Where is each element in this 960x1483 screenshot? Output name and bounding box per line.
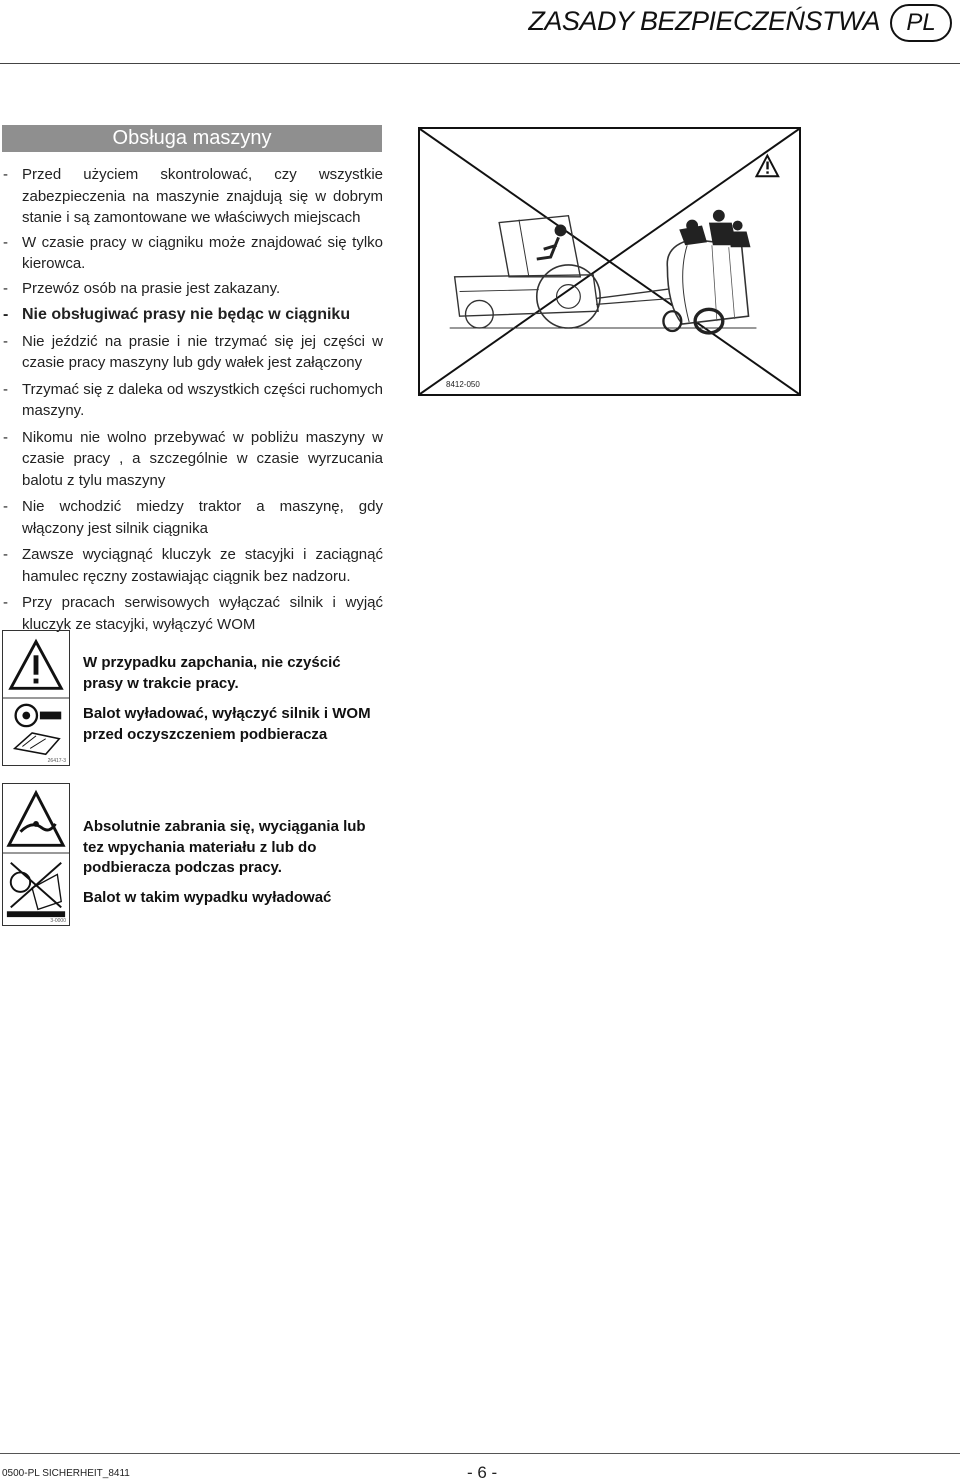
warning-sign-graphic bbox=[3, 631, 69, 765]
footer-divider bbox=[0, 1453, 960, 1454]
warning-sign-graphic bbox=[3, 784, 69, 925]
rule-item: - Nikomu nie wolno przebywać w pobliżu maszyny w czasie pracy , a szczególnie w czasie wyrzucania balotu z tylu maszyny bbox=[3, 427, 383, 492]
rule-item-emphasis: - Nie obsługiwać prasy nie będąc w ciągniku bbox=[3, 304, 383, 326]
warning-sign-pickup bbox=[2, 783, 70, 926]
tractor-baler-drawing bbox=[420, 129, 799, 394]
rule-item: - Trzymać się z daleka od wszystkich części ruchomych maszyny. bbox=[3, 379, 383, 422]
prohibited-riding-illustration bbox=[418, 127, 801, 396]
warning-text: Balot wyładować, wyłączyć silnik i WOM przed oczyszczeniem podbieracza bbox=[83, 705, 371, 743]
rule-item: - Nie jeździć na prasie i nie trzymać się jej części w czasie pracy maszyny lub gdy wałek jest załączony bbox=[3, 331, 383, 374]
sign-code: 3-0000 bbox=[50, 918, 66, 924]
rule-item: - Przed użyciem skontrolować, czy wszystkie zabezpieczenia na maszynie znajdują się w dobrym stanie i są zamontowane we właściwych miejscach bbox=[3, 164, 383, 229]
document-code: 0500-PL SICHERHEIT_8411 bbox=[2, 1468, 130, 1479]
warning-text: Absolutnie zabrania się, wyciągania lub tez wpychania materiału z lub do podbieracza podczas pracy. bbox=[83, 818, 366, 876]
warning-text: Balot w takim wypadku wyładować bbox=[83, 889, 332, 906]
language-badge: PL bbox=[890, 4, 952, 42]
page-number: - 6 - bbox=[467, 1463, 498, 1482]
page-title: ZASADY BEZPIECZEŃSTWA bbox=[528, 6, 880, 36]
rule-item: - Przy pracach serwisowych wyłączać silnik i wyjąć kluczyk ze stacyjki, wyłączyć WOM bbox=[3, 592, 383, 635]
rule-item: - W czasie pracy w ciągniku może znajdować się tylko kierowca. bbox=[3, 232, 383, 275]
header-divider bbox=[0, 63, 960, 64]
sign-code: 26417-3 bbox=[47, 758, 66, 764]
rule-item: - Nie wchodzić miedzy traktor a maszynę, gdy włączony jest silnik ciągnika bbox=[3, 496, 383, 539]
warning-text: W przypadku zapchania, nie czyścić prasy w trakcie pracy. bbox=[83, 654, 341, 692]
rule-item: - Zawsze wyciągnąć kluczyk ze stacyjki i zaciągnąć hamulec ręczny zostawiając ciągnik bez nadzoru. bbox=[3, 544, 383, 587]
safety-rules-list bbox=[3, 164, 383, 635]
illustration-code: 8412-050 bbox=[446, 380, 480, 389]
section-heading: Obsługa maszyny bbox=[2, 125, 382, 152]
warning-sign-unclog bbox=[2, 630, 70, 766]
rule-item: - Przewóz osób na prasie jest zakazany. bbox=[3, 278, 383, 300]
